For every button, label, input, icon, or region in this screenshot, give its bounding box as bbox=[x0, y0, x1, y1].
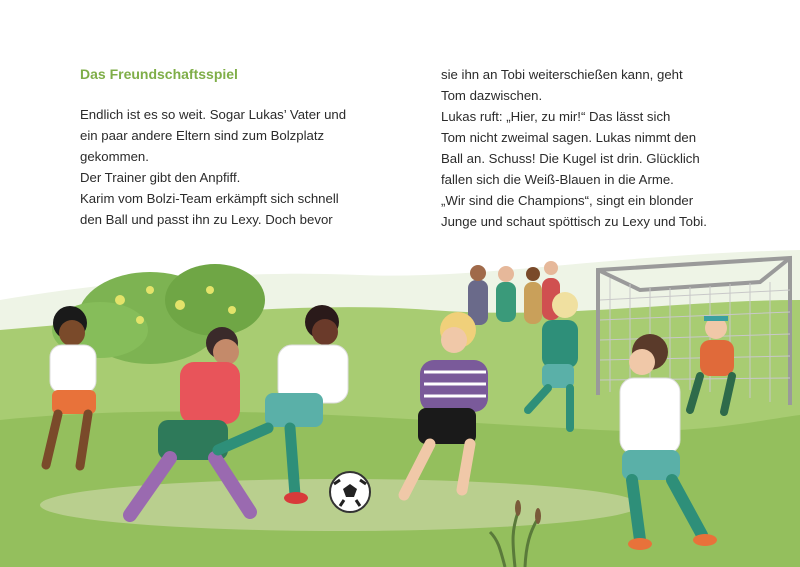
text-line: gekommen. bbox=[80, 149, 149, 164]
text-line: Tom dazwischen. bbox=[441, 88, 543, 103]
left-text-column bbox=[80, 64, 370, 230]
text-line: den Ball und passt ihn zu Lexy. Doch bevor bbox=[80, 212, 333, 227]
text-line: Endlich ist es so weit. Sogar Lukas’ Vater und bbox=[80, 107, 347, 122]
text-line: Junge und schaut spöttisch zu Lexy und Tobi. bbox=[441, 214, 707, 229]
text-line: fallen sich die Weiß-Blauen in die Arme. bbox=[441, 172, 674, 187]
text-line: Karim vom Bolzi-Team erkämpft sich schnell bbox=[80, 191, 339, 206]
chapter-heading: Das Freundschaftsspiel bbox=[80, 66, 238, 82]
text-line: Tom nicht zweimal sagen. Lukas nimmt den bbox=[441, 130, 697, 145]
text-line: ein paar andere Eltern sind zum Bolzplatz bbox=[80, 128, 325, 143]
right-text-column bbox=[441, 64, 731, 232]
text-line: Lukas ruft: „Hier, zu mir!“ Das lässt sich bbox=[441, 109, 671, 124]
soccer-ball bbox=[330, 472, 370, 512]
text-line: Ball an. Schuss! Die Kugel ist drin. Glücklich bbox=[441, 151, 700, 166]
text-line: sie ihn an Tobi weiterschießen kann, geht bbox=[441, 67, 683, 82]
text-line: „Wir sind die Champions“, singt ein blonder bbox=[441, 193, 694, 208]
text-line: Der Trainer gibt den Anpfiff. bbox=[80, 170, 241, 185]
